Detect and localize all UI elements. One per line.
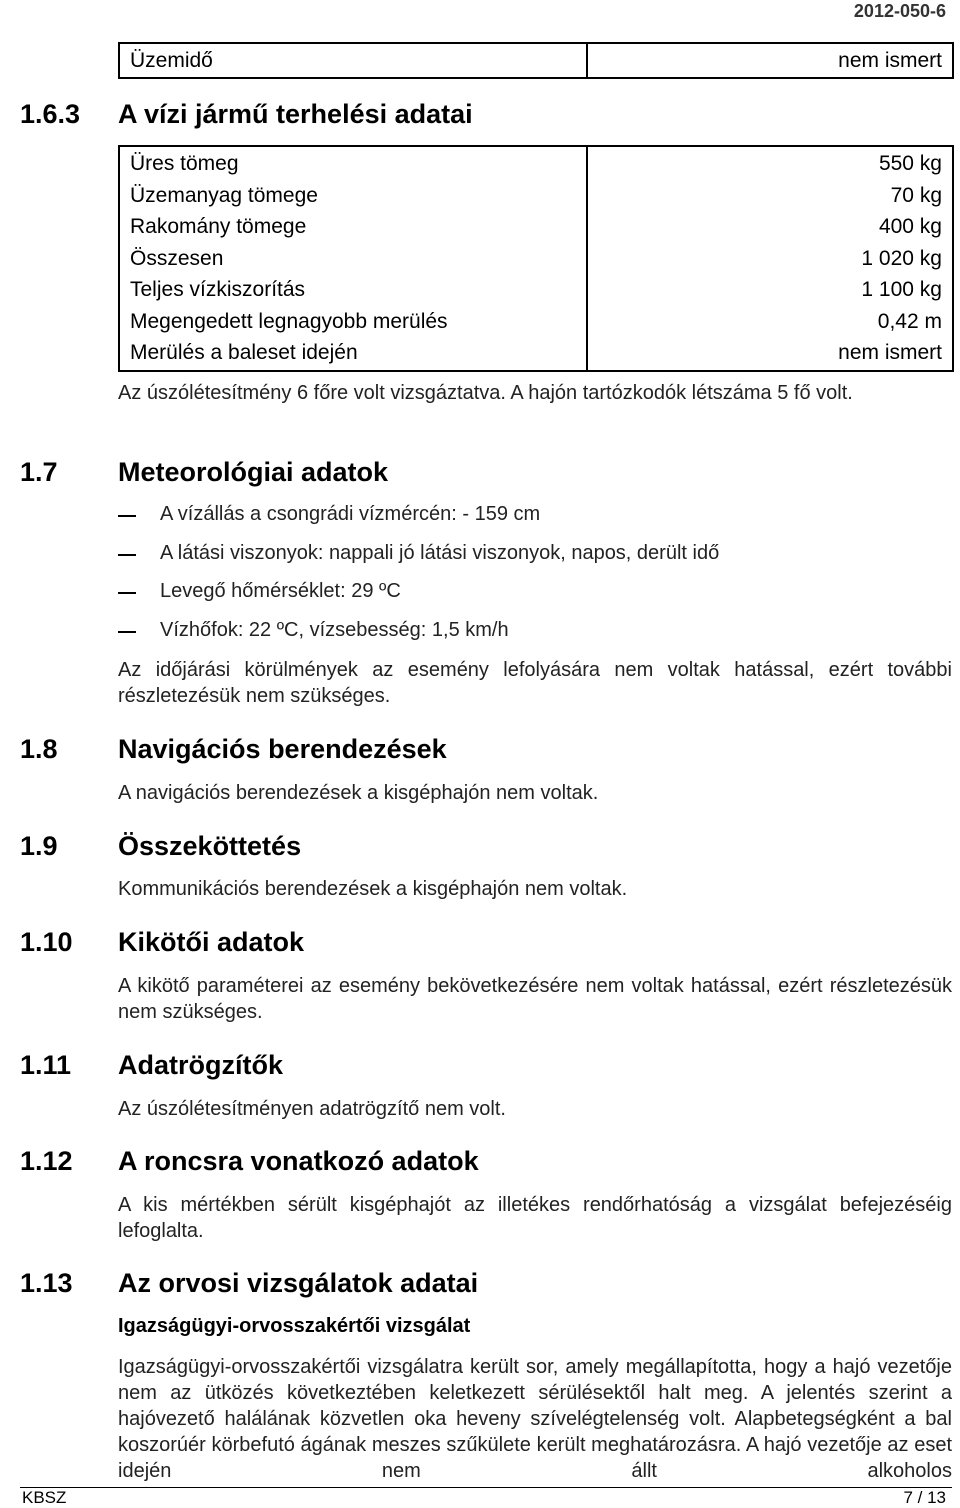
load-value-row: 400 kg bbox=[878, 215, 942, 238]
communication-paragraph: Kommunikációs berendezések a kisgéphajón nem voltak. bbox=[118, 878, 628, 900]
section-1-12-number: 1.12 bbox=[20, 1146, 73, 1176]
section-1-11-number: 1.11 bbox=[20, 1050, 72, 1080]
operating-time-label: Üzemidő bbox=[119, 43, 587, 78]
load-value-row: nem ismert bbox=[838, 341, 942, 364]
operating-time-value: nem ismert bbox=[587, 43, 953, 78]
load-value-row: 0,42 m bbox=[877, 309, 942, 333]
dash-bullet-icon bbox=[118, 592, 136, 594]
section-1-11-title: Adatrögzítők bbox=[118, 1050, 283, 1080]
footer-page-number: 7 / 13 bbox=[903, 1488, 946, 1507]
load-label-row: Üres tömeg bbox=[130, 152, 239, 175]
footer-divider bbox=[20, 1487, 952, 1488]
section-1-6-3-number: 1.6.3 bbox=[20, 99, 81, 129]
load-value-row: 550 kg bbox=[878, 152, 942, 175]
section-1-8-title: Navigációs berendezések bbox=[118, 734, 447, 764]
section-1-13-title: Az orvosi vizsgálatok adatai bbox=[118, 1268, 479, 1298]
dash-bullet-icon bbox=[118, 554, 136, 556]
load-label-row: Merülés a baleset idején bbox=[130, 341, 358, 364]
meteo-bullet: A vízállás a csongrádi vízmércén: - 159 cm bbox=[160, 503, 541, 525]
load-label-row: Üzemanyag tömege bbox=[130, 183, 318, 207]
medical-paragraph: Igazságügyi-orvosszakértői vizsgálatra került sor, amely megállapította, hogy a hajó vezetője nem az ütközés következtében keletkezett sérülésektől halt meg. A jelentés szerint a hajóvezető halálának közvetlen oka heveny szívelégtelenség volt. Alapbetegségként a bal koszorúér körbefutó ágának meszes szűkülete került meghatározásra. A hajó vezetője az eset idején nem állt alkoholos bbox=[118, 1356, 952, 1482]
wreck-paragraph: A kis mértékben sérült kisgéphajót az illetékes rendőrhatóság a vizsgálat befejezéséig lefoglalta. bbox=[118, 1194, 952, 1242]
footer-organization: KBSZ bbox=[22, 1488, 67, 1507]
load-labels-cell bbox=[119, 146, 587, 371]
section-1-10-number: 1.10 bbox=[20, 927, 73, 957]
load-value-row: 1 100 kg bbox=[861, 278, 942, 301]
operating-time-table bbox=[118, 42, 954, 79]
load-note-paragraph: Az úszólétesítmény 6 főre volt vizsgáztatva. A hajón tartózkodók létszáma 5 fő volt. bbox=[118, 382, 853, 404]
meteo-note-paragraph: Az időjárási körülmények az esemény lefolyására nem voltak hatással, ezért további részletezésük nem szükséges. bbox=[118, 659, 952, 707]
section-1-10-title: Kikötői adatok bbox=[118, 927, 305, 957]
load-label-row: Rakomány tömege bbox=[130, 215, 307, 238]
load-label-row: Összesen bbox=[130, 246, 224, 270]
load-values-cell bbox=[587, 146, 953, 371]
meteo-bullet: A látási viszonyok: nappali jó látási viszonyok, napos, derült idő bbox=[160, 542, 720, 564]
section-1-6-3-title: A vízi jármű terhelési adatai bbox=[118, 99, 473, 129]
section-1-8-number: 1.8 bbox=[20, 734, 58, 764]
section-1-7-title: Meteorológiai adatok bbox=[118, 457, 389, 487]
load-value-row: 70 kg bbox=[890, 183, 942, 207]
document-id: 2012-050-6 bbox=[853, 1, 946, 21]
dash-bullet-icon bbox=[118, 631, 136, 633]
dash-bullet-icon bbox=[118, 515, 136, 517]
section-1-9-title: Összeköttetés bbox=[118, 831, 302, 861]
load-data-table bbox=[118, 145, 954, 372]
section-1-7-number: 1.7 bbox=[20, 457, 58, 487]
section-1-12-title: A roncsra vonatkozó adatok bbox=[118, 1146, 479, 1176]
load-label-row: Teljes vízkiszorítás bbox=[130, 278, 306, 301]
medical-subheading: Igazságügyi-orvosszakértői vizsgálat bbox=[118, 1315, 471, 1337]
recorder-paragraph: Az úszólétesítményen adatrögzítő nem volt. bbox=[118, 1098, 506, 1120]
port-paragraph: A kikötő paraméterei az esemény bekövetkezésére nem voltak hatással, ezért részletezésük nem szükséges. bbox=[118, 975, 952, 1023]
load-value-row: 1 020 kg bbox=[861, 246, 942, 270]
section-1-13-number: 1.13 bbox=[20, 1268, 73, 1298]
section-1-9-number: 1.9 bbox=[20, 831, 58, 861]
load-label-row: Megengedett legnagyobb merülés bbox=[130, 309, 448, 333]
meteo-bullet: Levegő hőmérséklet: 29 ºC bbox=[160, 580, 401, 602]
meteo-bullet: Vízhőfok: 22 ºC, vízsebesség: 1,5 km/h bbox=[160, 619, 509, 641]
navigation-paragraph: A navigációs berendezések a kisgéphajón nem voltak. bbox=[118, 782, 599, 804]
